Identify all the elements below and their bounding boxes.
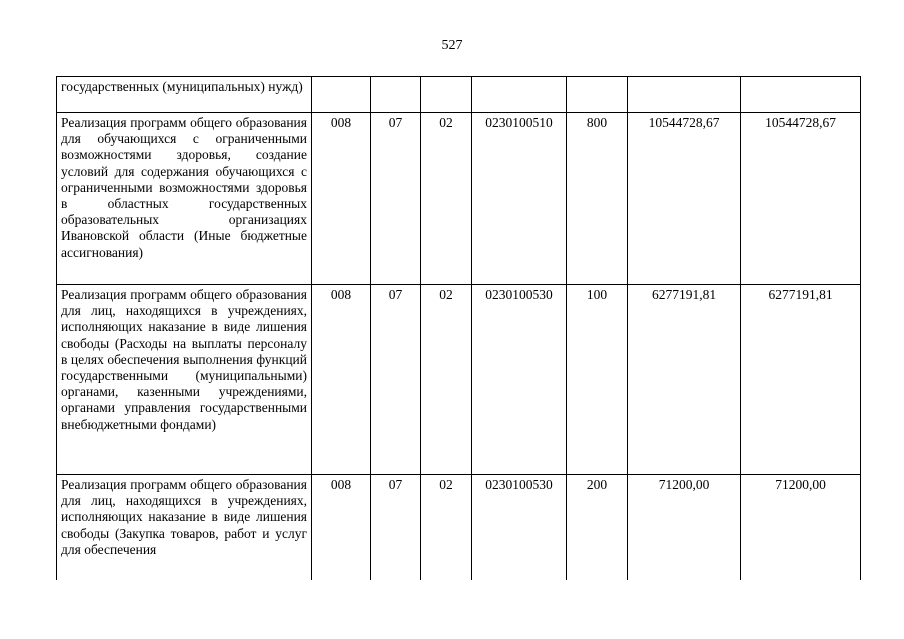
row-description: Реализация программ общего образования для лиц, находящихся в учреждениях, исполняющих наказание в виде лишения свободы (Закупка товаров, работ и услуг для обеспечения <box>57 475 312 581</box>
row-description: Реализация программ общего образования для обучающихся с ограниченными возможностями здоровья, создание условий для содержания обучающихся с ограниченными возможностями здоровья в областных государственных образовательных организациях Ивановской области (Иные бюджетные ассигнования) <box>57 113 312 285</box>
row-subsection: 02 <box>421 475 472 581</box>
row-amount-1: 6277191,81 <box>628 285 741 475</box>
budget-table <box>56 76 861 580</box>
page-number: 527 <box>441 38 463 53</box>
row-amount-1 <box>628 77 741 113</box>
row-amount-1: 10544728,67 <box>628 113 741 285</box>
row-ved: 008 <box>312 285 371 475</box>
table-row <box>57 285 861 475</box>
row-section: 07 <box>371 113 421 285</box>
row-target <box>472 77 567 113</box>
row-subsection: 02 <box>421 285 472 475</box>
row-expense-type: 800 <box>567 113 628 285</box>
row-expense-type: 200 <box>567 475 628 581</box>
row-amount-2: 71200,00 <box>741 475 861 581</box>
row-description: Реализация программ общего образования для лиц, находящихся в учреждениях, исполняющих наказание в виде лишения свободы (Расходы на выплаты персоналу в целях обеспечения выполнения функций государственными (муниципальными) органами, казенными учреждениями, органами управления государственными внебюджетными фондами) <box>57 285 312 475</box>
row-ved: 008 <box>312 113 371 285</box>
row-subsection: 02 <box>421 113 472 285</box>
row-ved: 008 <box>312 475 371 581</box>
row-section: 07 <box>371 285 421 475</box>
row-description: государственных (муниципальных) нужд) <box>57 77 312 113</box>
row-ved <box>312 77 371 113</box>
table-row <box>57 475 861 581</box>
row-target: 0230100510 <box>472 113 567 285</box>
table-row <box>57 77 861 113</box>
row-section <box>371 77 421 113</box>
row-amount-2: 6277191,81 <box>741 285 861 475</box>
row-section: 07 <box>371 475 421 581</box>
row-expense-type <box>567 77 628 113</box>
row-subsection <box>421 77 472 113</box>
table-row <box>57 113 861 285</box>
row-expense-type: 100 <box>567 285 628 475</box>
table-viewport <box>56 76 862 580</box>
row-target: 0230100530 <box>472 475 567 581</box>
row-amount-2 <box>741 77 861 113</box>
row-amount-2: 10544728,67 <box>741 113 861 285</box>
row-amount-1: 71200,00 <box>628 475 741 581</box>
row-target: 0230100530 <box>472 285 567 475</box>
